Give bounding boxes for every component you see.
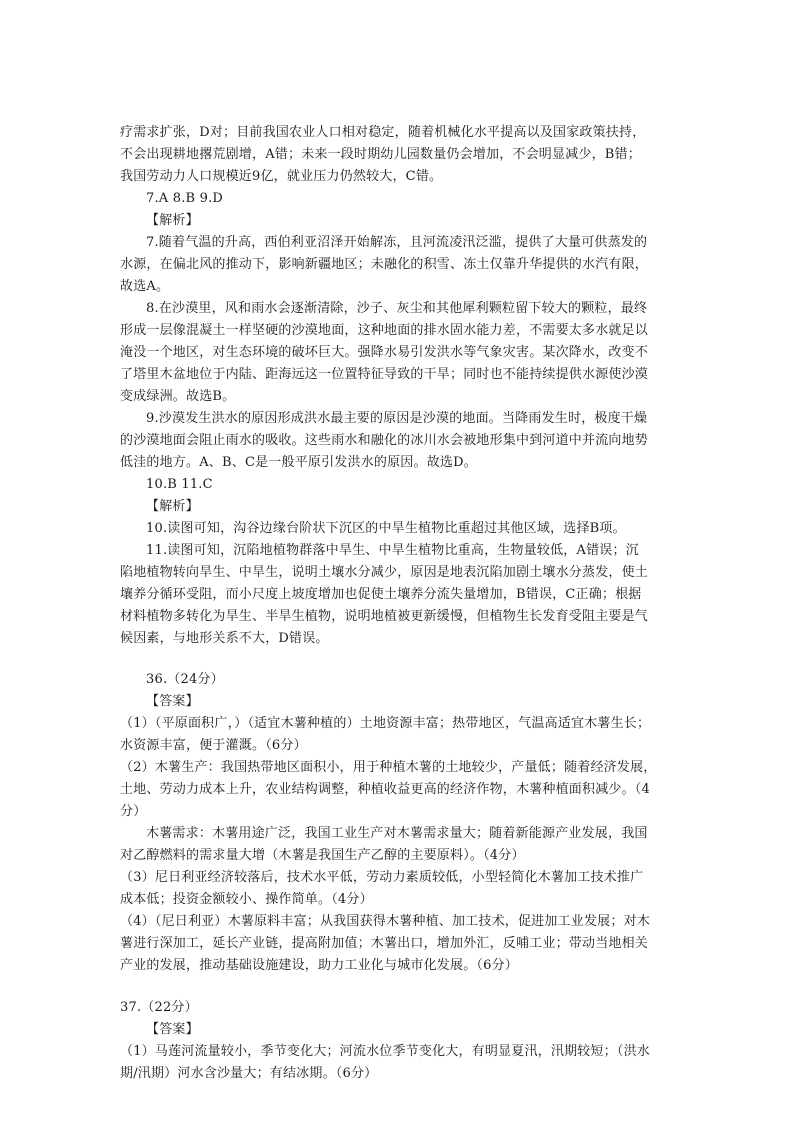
text-line: 木薯需求：木薯用途广泛，我国工业生产对木薯需求量大；随着新能源产业发展，我国 [146,826,648,841]
text-line: （1）马莲河流量较小，季节变化大；河流水位季节变化大，有明显夏汛，汛期较短；（洪水 [120,1044,650,1059]
text-line: 10.读图可知，沟谷边缘台阶状下沉区的中旱生植物比重超过其他区域，选择B项。 [146,521,626,536]
text-line: 8.在沙漠里，风和雨水会逐渐清除，沙子、灰尘和其他犀利颗粒留下较大的颗粒，最终 [146,301,648,316]
text-line: 水源，在偏北风的推动下，影响新疆地区；未融化的积雪、冻土仅靠升华提供的水汽有限， [120,257,649,272]
text-line: （1）（平原面积广，）（适宜木薯种植的）土地资源丰富；热带地区，气温高适宜木薯生长； [120,716,651,731]
question-heading: 36.（24分） [146,672,224,687]
section-heading: 【答案】 [146,1022,199,1037]
text-line: 分） [120,804,147,819]
text-line: 材料植物多转化为旱生、半旱生植物，说明地植被更新缓慢，但植物生长发育受阻主要是气 [120,609,649,624]
text-line: 薯进行深加工，延长产业链，提高附加值；木薯出口，增加外汇，反哺工业；带动当地相关 [120,936,649,951]
text-line: 11.读图可知，沉陷地植物群落中旱生、中旱生植物比重高，生物量较低，A错误；沉 [146,543,639,558]
text-line: （4）（尼日利亚）木薯原料丰富；从我国获得木薯种植、加工技术，促进加工业发展；对木 [120,914,650,929]
text-line: 成本低；投资金额较小、操作简单。（4分） [120,892,373,907]
answer-line: 10.B 11.C [146,477,213,492]
text-line: 产业的发展，推动基础设施建设，助力工业化与城市化发展。（6分） [120,958,518,973]
answer-line: 7.A 8.B 9.D [146,191,224,206]
text-line: 低洼的地方。A、B、C是一般平原引发洪水的原因。故选D。 [120,455,477,470]
text-line: 不会出现耕地撂荒剧增，A错；未来一段时期幼儿园数量仍会增加，不会明显减少，B错； [120,147,641,162]
text-line: 变成绿洲。故选B。 [120,389,236,404]
text-line: 陷地植物转向旱生、中旱生，说明土壤水分减少，原因是地表沉陷加剧土壤水分蒸发，使土 [120,565,649,580]
text-line: 期/汛期）河水含沙量大；有结冰期。（6分） [120,1066,378,1081]
text-line: 故选A。 [120,279,170,294]
text-line: 我国劳动力人口规模近9亿，就业压力仍然较大，C错。 [120,169,443,184]
text-line: 7.随着气温的升高，西伯利亚沼泽开始解冻，且河流凌汛泛滥，提供了大量可供蒸发的 [146,235,648,250]
text-line: （2）木薯生产：我国热带地区面积小，用于种植木薯的土地较少，产量低；随着经济发展， [120,760,657,775]
text-line: 疗需求扩张，D对；目前我国农业人口相对稳定，随着机械化水平提高以及国家政策扶持， [120,125,646,140]
text-line: 候因素，与地形关系不大，D错误。 [120,631,329,646]
text-line: （3）尼日利亚经济较落后，技术水平低，劳动力素质较低，小型轻简化木薯加工技术推广 [120,870,644,885]
text-line: 形成一层像混凝土一样坚硬的沙漠地面，这种地面的排水固水能力差，不需要太多水就足以 [120,323,649,338]
text-line: 水资源丰富，便于灌溉。（6分） [120,738,307,753]
text-line: 壤养分循环受阻，而小尺度上坡度增加也促使土壤养分流失量增加，B错误，C正确；根据 [120,587,642,602]
text-line: 对乙醇燃料的需求量大增（木薯是我国生产乙醇的主要原料）。（4分） [120,848,525,863]
text-line: 淹没一个地区，对生态环境的破坏巨大。强降水易引发洪水等气象灾害。某次降水，改变不 [120,345,649,360]
question-heading: 37.（22分） [120,1000,198,1015]
text-line: 土地、劳动力成本上升，农业结构调整，种植收益更高的经济作物，木薯种植面积减少。（4 [120,782,650,797]
text-line: 的沙漠地面会阻止雨水的吸收。这些雨水和融化的冰川水会被地形集中到河道中并流向地势 [120,433,649,448]
section-heading: 【解析】 [146,213,199,228]
section-heading: 【解析】 [146,499,199,514]
text-line: 9.沙漠发生洪水的原因形成洪水最主要的原因是沙漠的地面。当降雨发生时，极度干燥 [146,411,648,426]
section-heading: 【答案】 [146,694,199,709]
text-line: 了塔里木盆地位于内陆、距海远这一位置特征导致的干旱；同时也不能持续提供水源使沙漠 [120,367,649,382]
